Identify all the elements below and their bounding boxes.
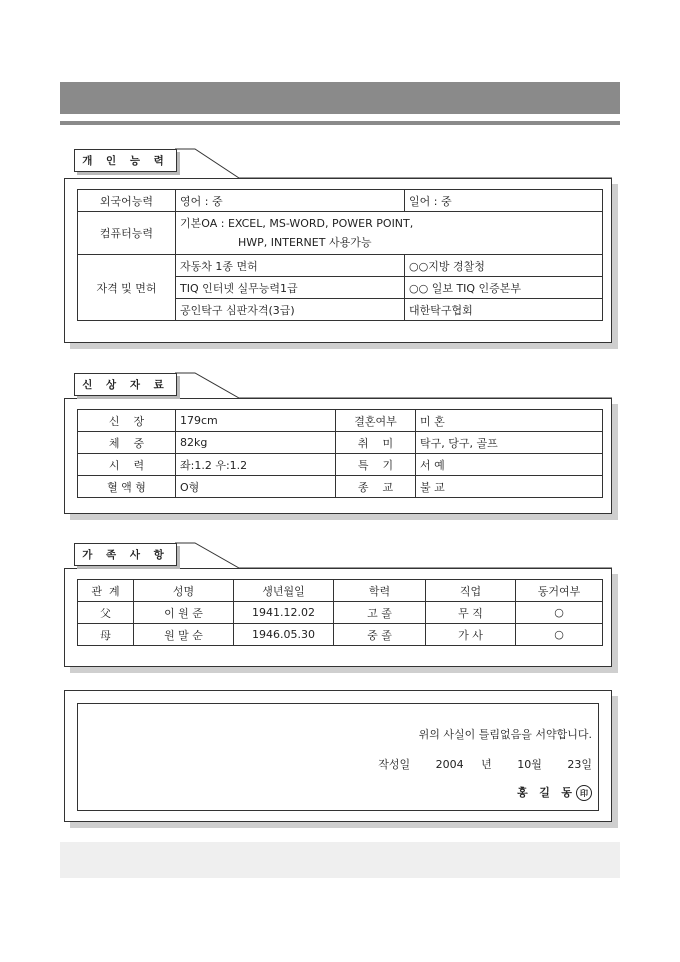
relation-cell: 父 <box>78 602 134 624</box>
family-tab: 가 족 사 항 <box>74 543 177 566</box>
education-cell: 중 졸 <box>334 624 426 646</box>
personal-tab: 신 상 자 료 <box>74 373 177 396</box>
header-rule <box>60 121 620 125</box>
family-table <box>77 579 603 646</box>
religion-value: 불 교 <box>416 476 603 498</box>
living-together-cell: ○ <box>516 602 603 624</box>
height-value: 179cm <box>176 410 336 432</box>
seal-icon: 印 <box>576 785 592 801</box>
occupation-cell: 무 직 <box>426 602 516 624</box>
table-row <box>78 410 603 432</box>
signer-name: 홍 길 동 <box>517 786 572 799</box>
written-date <box>378 756 592 772</box>
cert-name: TIQ 인터넷 실무능력1급 <box>176 277 405 299</box>
ability-tab: 개 인 능 력 <box>74 149 177 172</box>
education-cell: 고 졸 <box>334 602 426 624</box>
table-row <box>78 255 603 277</box>
header-living-together: 동거여부 <box>516 580 603 602</box>
cert-issuer: ○○지방 경찰청 <box>405 255 603 277</box>
lang-english: 영어 : 중 <box>176 190 405 212</box>
cert-label: 자격 및 면허 <box>78 255 176 321</box>
cert-issuer: ○○ 일보 TIQ 인증본부 <box>405 277 603 299</box>
date-month: 10월 <box>517 758 542 771</box>
computer-label: 컴퓨터능력 <box>78 212 176 255</box>
weight-label: 체 중 <box>78 432 176 454</box>
date-year: 2004 <box>435 758 464 771</box>
date-label: 작성일 <box>378 758 411 771</box>
relation-cell: 母 <box>78 624 134 646</box>
marital-label: 결혼여부 <box>336 410 416 432</box>
header-name: 성명 <box>134 580 234 602</box>
header-band <box>60 82 620 114</box>
table-row <box>78 454 603 476</box>
header-relation: 관 계 <box>78 580 134 602</box>
personal-table <box>77 409 603 498</box>
weight-value: 82kg <box>176 432 336 454</box>
pledge-text: 위의 사실이 틀림없음을 서약합니다. <box>418 728 592 741</box>
height-label: 신 장 <box>78 410 176 432</box>
ability-table <box>77 189 603 321</box>
marital-value: 미 혼 <box>416 410 603 432</box>
date-day: 23일 <box>567 758 592 771</box>
occupation-cell: 가 사 <box>426 624 516 646</box>
signature <box>517 784 592 801</box>
birthdate-cell: 1946.05.30 <box>234 624 334 646</box>
living-together-cell: ○ <box>516 624 603 646</box>
ability-panel <box>64 178 612 343</box>
personal-panel <box>64 398 612 514</box>
family-panel <box>64 568 612 667</box>
table-row <box>78 624 603 646</box>
religion-label: 종 교 <box>336 476 416 498</box>
table-row <box>78 432 603 454</box>
date-year-unit: 년 <box>481 758 492 771</box>
name-cell: 이 원 준 <box>134 602 234 624</box>
table-row <box>78 190 603 212</box>
blood-type-value: O형 <box>176 476 336 498</box>
blood-type-label: 혈 액 형 <box>78 476 176 498</box>
cert-name: 공인탁구 심판자격(3급) <box>176 299 405 321</box>
header-education: 학력 <box>334 580 426 602</box>
hobby-value: 탁구, 당구, 골프 <box>416 432 603 454</box>
header-birthdate: 생년월일 <box>234 580 334 602</box>
name-cell: 원 말 순 <box>134 624 234 646</box>
hobby-label: 취 미 <box>336 432 416 454</box>
computer-skills <box>176 212 603 255</box>
statement-inner-box <box>77 703 599 811</box>
lang-japanese: 일어 : 중 <box>405 190 603 212</box>
computer-skills-line1: 기본OA : EXCEL, MS-WORD, POWER POINT, <box>180 217 414 230</box>
table-row <box>78 476 603 498</box>
table-row <box>78 212 603 255</box>
cert-name: 자동차 1종 면허 <box>176 255 405 277</box>
talent-value: 서 예 <box>416 454 603 476</box>
header-occupation: 직업 <box>426 580 516 602</box>
talent-label: 특 기 <box>336 454 416 476</box>
lang-label: 외국어능력 <box>78 190 176 212</box>
birthdate-cell: 1941.12.02 <box>234 602 334 624</box>
vision-value: 좌:1.2 우:1.2 <box>176 454 336 476</box>
vision-label: 시 력 <box>78 454 176 476</box>
table-header-row <box>78 580 603 602</box>
computer-skills-line2: HWP, INTERNET 사용가능 <box>238 236 372 249</box>
footer-band <box>60 842 620 878</box>
cert-issuer: 대한탁구협회 <box>405 299 603 321</box>
statement-box <box>64 690 612 822</box>
table-row <box>78 602 603 624</box>
